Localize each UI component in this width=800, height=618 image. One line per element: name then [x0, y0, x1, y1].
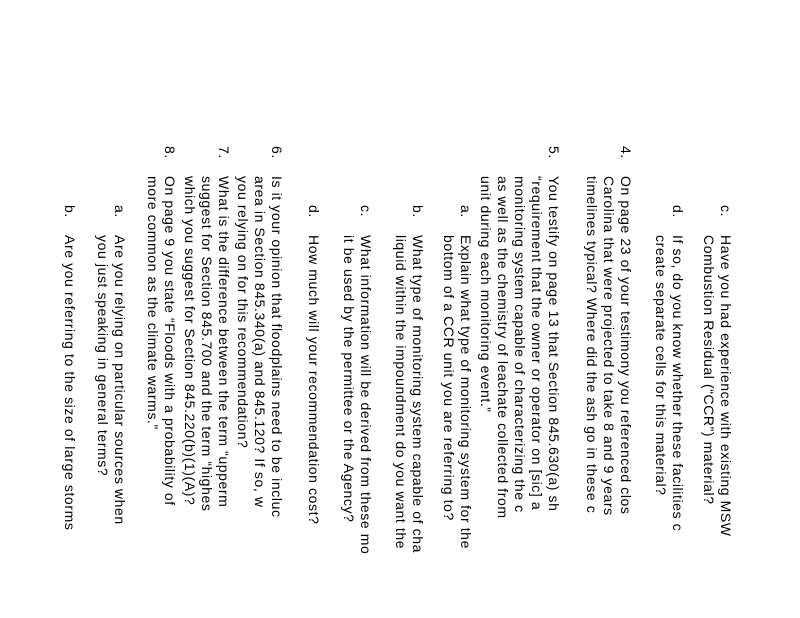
item-text	[583, 176, 634, 516]
item-text	[340, 235, 374, 554]
item-line: On page 23 of your testimony you referenced clos	[618, 176, 634, 515]
item-line: unit during each monitoring event.”	[478, 176, 494, 413]
item-text	[234, 176, 285, 518]
item-line: Are you relying on particular sources when	[112, 235, 128, 525]
item-line: you relying on for this recommendation?	[235, 176, 251, 449]
item-line: liquid within the impoundment do you want the	[393, 235, 409, 550]
item-line: Have you had experience with existing MSW	[718, 235, 734, 537]
item-label: 6.	[269, 146, 285, 159]
item-line: On page 9 you state “Floods with a probability of	[162, 176, 178, 506]
item-line: “requirement that the owner or operator on [sic] a	[529, 176, 545, 511]
item-text	[700, 235, 734, 537]
item-text	[61, 235, 78, 530]
item-label: 4.	[618, 146, 634, 159]
item-text	[652, 235, 686, 531]
item-line: What type of monitoring system capable of cha	[410, 235, 426, 554]
item-line: You testify on page 13 that Section 845.630(a) sh	[546, 176, 562, 512]
item-line: If so, do you know whether these facilities c	[670, 235, 686, 532]
item-text	[181, 176, 232, 511]
item-line: monitoring system capable of characterizing the c	[512, 176, 528, 513]
item-line: as well as the chemistry of leachate collected from	[495, 176, 511, 519]
item-line: more common as the climate warms.”	[145, 176, 161, 430]
item-label: d.	[670, 205, 686, 218]
item-line: What information will be derived from these mo	[358, 235, 374, 555]
item-line: create separate cells for this material?	[653, 235, 669, 496]
item-text	[477, 176, 562, 519]
item-text	[144, 176, 178, 506]
item-label: 5.	[546, 146, 562, 159]
item-label: b.	[62, 205, 78, 218]
item-line: area in Section 845.340(a) and 845.120? If so, w	[252, 176, 268, 508]
item-label: a.	[458, 205, 474, 218]
item-line: which you suggest for Section 845.220(b)(1)(A)?	[182, 176, 198, 506]
item-label: c.	[358, 205, 374, 218]
item-line: Is it your opinion that floodplains need to be incluc	[269, 176, 285, 518]
item-text	[305, 235, 322, 525]
item-label: c.	[718, 205, 734, 218]
item-line: Carolina that were projected to take 8 and 9 years	[601, 176, 617, 516]
item-line: Combustion Residual (“CCR”) material?	[701, 235, 717, 505]
item-line: Are you referring to the size of large storms	[62, 235, 78, 531]
item-line: you just speaking in general terms?	[95, 235, 111, 477]
item-label: d.	[306, 205, 322, 218]
item-line: What is the difference between the term “upperm	[216, 176, 232, 508]
item-line: bottom of a CCR unit you are referring to?	[441, 235, 457, 521]
item-line: it be used by the permittee or the Agency?	[341, 235, 357, 523]
item-label: b.	[410, 205, 426, 218]
item-label: 7.	[216, 146, 232, 159]
item-line: suggest for Section 845.700 and the term “highes	[199, 176, 215, 512]
item-label: a.	[112, 205, 128, 218]
item-line: timelines typical? Where did the ash go in these c	[584, 176, 600, 514]
item-line: Explain what type of monitoring system for the	[458, 235, 474, 549]
item-text	[440, 235, 474, 549]
item-line: How much will your recommendation cost?	[306, 235, 322, 525]
item-text	[94, 235, 128, 525]
item-text	[392, 235, 426, 553]
item-label: 8.	[162, 146, 178, 159]
